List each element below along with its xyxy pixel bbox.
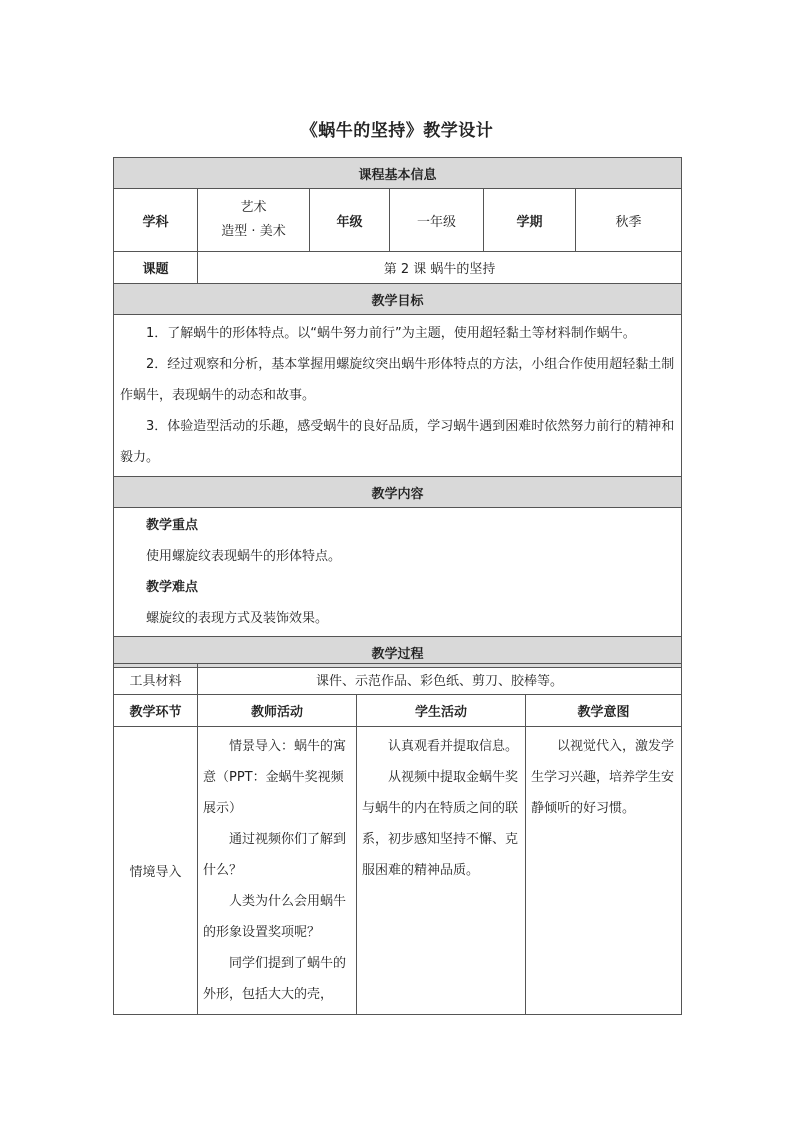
intent-para: 以视觉代入，激发学生学习兴趣，培养学生安静倾听的好习惯。 xyxy=(531,739,675,816)
document-title: 《蜗牛的坚持》教学设计 xyxy=(300,121,494,141)
stage-name: 情境导入 xyxy=(114,727,198,1015)
tools-label: 工具材料 xyxy=(114,664,198,695)
grade-label: 年级 xyxy=(310,189,390,252)
goal-item: 3．体验造型活动的乐趣，感受蜗牛的良好品质，学习蜗牛遇到困难时依然努力前行的精神和毅力。 xyxy=(120,419,675,465)
student-activity xyxy=(357,727,526,1015)
process-header: 教学过程 xyxy=(114,637,682,668)
term-label: 学期 xyxy=(484,189,576,252)
content-body xyxy=(114,508,682,637)
lesson-plan-table xyxy=(113,157,682,668)
student-para: 从视频中提取金蜗牛奖与蜗牛的内在特质之间的联系，初步感知坚持不懈、克服困难的精神品质。 xyxy=(362,770,519,878)
col-stage-header: 教学环节 xyxy=(114,695,198,727)
content-header: 教学内容 xyxy=(114,477,682,508)
student-para: 认真观看并提取信息。 xyxy=(388,739,519,754)
goal-item: 1．了解蜗牛的形体特点。以“蜗牛努力前行”为主题，使用超轻黏土等材料制作蜗牛。 xyxy=(146,326,636,341)
topic-value: 第 2 课 蜗牛的坚持 xyxy=(198,252,682,284)
col-intent-header: 教学意图 xyxy=(526,695,682,727)
difficulty-text: 螺旋纹的表现方式及装饰效果。 xyxy=(146,611,329,626)
goals-header: 教学目标 xyxy=(114,284,682,315)
teacher-para: 情景导入：蜗牛的寓意（PPT：金蜗牛奖视频展示） xyxy=(203,739,347,816)
col-teacher-header: 教师活动 xyxy=(198,695,357,727)
teacher-para: 人类为什么会用蜗牛的形象设置奖项呢？ xyxy=(203,894,347,940)
subject-value-line1: 艺术 xyxy=(240,200,267,215)
term-value: 秋季 xyxy=(576,189,682,252)
key-point-label: 教学重点 xyxy=(146,518,199,533)
subject-value-line2: 造型 · 美术 xyxy=(221,224,286,239)
teacher-para: 同学们提到了蜗牛的外形，包括大大的壳， xyxy=(203,956,347,1002)
grade-value: 一年级 xyxy=(390,189,484,252)
basic-info-header: 课程基本信息 xyxy=(114,158,682,189)
teacher-para: 通过视频你们了解到什么？ xyxy=(203,832,347,878)
teaching-intent xyxy=(526,727,682,1015)
difficulty-label: 教学难点 xyxy=(146,580,199,595)
goal-item: 2．经过观察和分析，基本掌握用螺旋纹突出蜗牛形体特点的方法，小组合作使用超轻黏土制作蜗牛，表现蜗牛的动态和故事。 xyxy=(120,357,675,403)
subject-label: 学科 xyxy=(114,189,198,252)
process-table xyxy=(113,663,682,1015)
teacher-activity xyxy=(198,727,357,1015)
topic-label: 课题 xyxy=(114,252,198,284)
tools-value: 课件、示范作品、彩色纸、剪刀、胶棒等。 xyxy=(198,664,682,695)
col-student-header: 学生活动 xyxy=(357,695,526,727)
key-point-text: 使用螺旋纹表现蜗牛的形体特点。 xyxy=(146,549,342,564)
subject-value xyxy=(198,189,310,252)
goals-body xyxy=(114,315,682,477)
